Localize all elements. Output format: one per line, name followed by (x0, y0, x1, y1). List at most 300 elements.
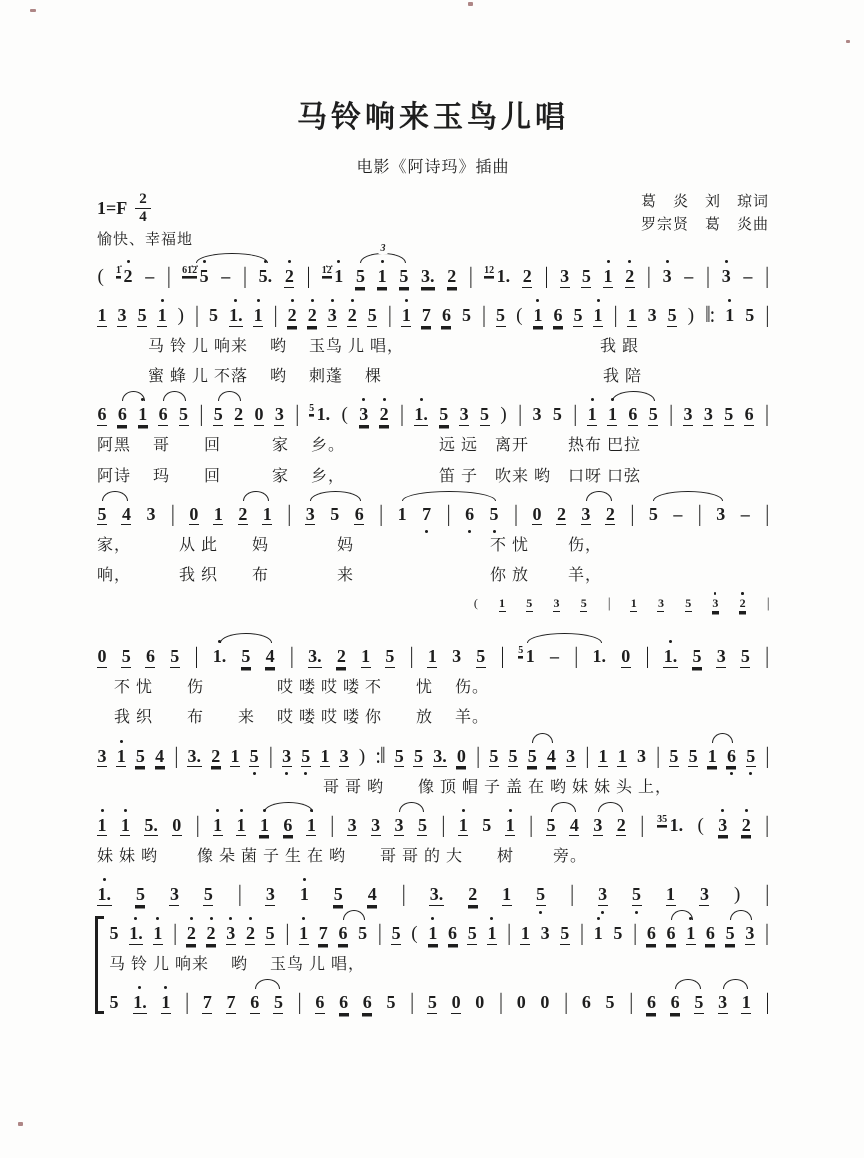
note: 5 (386, 992, 396, 1013)
lyrics-line: 马 铃 儿 响来 哟 玉鸟 儿 唱， 我 跟 (97, 338, 640, 355)
notation-symbol: | (377, 920, 381, 946)
note: 2 (468, 883, 478, 904)
note: 1 (230, 745, 240, 766)
lyrics-line: 马 铃 儿 响来 哟 玉鸟 儿 唱， (109, 955, 366, 973)
note: 0 (254, 404, 264, 425)
note: 5 (482, 814, 492, 835)
note: 3 (716, 646, 726, 667)
note: 7 (421, 305, 431, 325)
note: 5 (273, 992, 283, 1013)
note: 6 (158, 404, 168, 425)
note: 1 (153, 923, 163, 945)
lyrics-line: 阿黑 哥 回 家 乡。 远 远 离开 热布 巴拉 (97, 437, 642, 455)
note: 3 (703, 404, 713, 425)
octave-dot-above (362, 398, 365, 401)
octave-dot-above (462, 809, 465, 812)
scan-artifact (18, 1122, 23, 1126)
octave-dot-above (714, 592, 717, 595)
note: 3 (532, 404, 542, 425)
slur-arc (402, 491, 496, 501)
note: 5 (121, 646, 131, 667)
note: 0 (172, 814, 182, 835)
note: 5 (241, 646, 251, 667)
note: $^{35}$ 1. (657, 813, 684, 835)
note: 5 (632, 884, 642, 906)
note: 5 (391, 922, 401, 943)
duet-bracket (95, 1011, 104, 1014)
note: 3 (647, 305, 657, 325)
lyricist-credit: 葛 炎 刘 琼词 (640, 194, 769, 210)
note: 5 (137, 305, 147, 325)
note: 5 (740, 646, 750, 667)
note: 2 (206, 923, 216, 945)
notation-symbol: | (766, 593, 769, 612)
lyrics-line: 哥 哥 哟 像 顶 帽 子 盖 在 哟 妹 妹 头 上， (97, 778, 673, 796)
note: 0 (516, 992, 526, 1013)
note: 5 (480, 404, 489, 425)
note: 5 (301, 746, 311, 768)
notation-symbol: ) (177, 305, 184, 326)
note: 6 (354, 503, 364, 524)
octave-dot-above (490, 917, 493, 920)
note: 1 (593, 305, 603, 327)
octave-dot-above (405, 299, 408, 302)
notation-symbol: | (499, 989, 503, 1015)
note: 5 (427, 992, 437, 1013)
slur-arc (712, 733, 733, 743)
note: 6 (339, 992, 349, 1013)
note: 1. (663, 646, 678, 668)
notation-symbol: | (765, 920, 769, 946)
note: 2 (336, 646, 346, 667)
notation-symbol: | (297, 989, 301, 1015)
note: 6 (117, 404, 127, 425)
notation-symbol: | (518, 401, 522, 427)
notation-symbol: | (640, 811, 644, 838)
note: 5 (394, 745, 404, 766)
note: 6 (362, 992, 372, 1013)
note: 0 (456, 745, 466, 766)
note: 5 (560, 922, 570, 943)
note: 4 (155, 745, 165, 766)
slur-arc (653, 491, 723, 501)
note: 3 (662, 266, 672, 287)
note: 4 (569, 814, 579, 835)
octave-dot-below (253, 772, 256, 775)
notation-symbol: | (633, 920, 637, 946)
octave-dot-above (210, 917, 213, 920)
note: 1 (502, 883, 512, 904)
note: 3 (712, 597, 719, 612)
notation-symbol: | (585, 742, 589, 769)
octave-dot-above (120, 740, 123, 743)
notation-symbol: | (170, 501, 174, 527)
note: 3 (117, 305, 127, 325)
notation-symbol: | (630, 501, 634, 527)
note: 5 (97, 503, 107, 524)
notation-symbol: ( (411, 922, 418, 944)
scan-artifact (30, 9, 36, 12)
note: 0 (475, 992, 485, 1013)
octave-dot-above (420, 398, 423, 401)
notation-symbol: | (306, 263, 310, 289)
score-line-coda (97, 883, 769, 907)
octave-dot-above (337, 260, 340, 263)
note: 3 (97, 745, 107, 766)
notation-symbol: ( (516, 305, 523, 326)
note: 1 (725, 305, 735, 326)
note: 5 (613, 922, 623, 943)
notation-symbol: | (199, 401, 203, 427)
notation-symbol: | (629, 989, 633, 1015)
notation-symbol: | (765, 401, 769, 427)
score-line-verse-4 (97, 593, 769, 729)
octave-dot-above (431, 917, 434, 920)
slur-arc (102, 491, 128, 501)
note: 5 (685, 596, 692, 611)
scan-artifact (468, 2, 473, 6)
note: 5 (367, 305, 377, 325)
note: 2 (741, 815, 751, 837)
time-signature: 2 4 (135, 191, 151, 226)
notation-symbol: | (441, 811, 445, 838)
octave-dot-above (257, 299, 260, 302)
octave-dot-below (539, 911, 542, 914)
notation-symbol: ) (500, 404, 507, 426)
slur-arc (343, 910, 365, 920)
note: 2 (245, 923, 255, 945)
slur-arc (243, 491, 269, 501)
notation-symbol: | (330, 811, 334, 838)
note: 5 (476, 646, 486, 667)
octave-dot-above (291, 299, 294, 302)
note: 3. (433, 745, 447, 766)
notation-symbol: | (564, 989, 568, 1015)
note: 7 (202, 992, 212, 1013)
notation-symbol: | (242, 263, 246, 289)
note: 5 (536, 884, 546, 906)
octave-dot-above (597, 917, 600, 920)
note: 1 (686, 923, 696, 945)
note: 2 (616, 814, 626, 835)
notation-symbol: | (570, 881, 574, 907)
note: 1 (487, 923, 497, 945)
note: 1 (213, 815, 223, 837)
notation-symbol: | (656, 742, 660, 769)
note: 3 (394, 814, 404, 835)
note: 1 (97, 815, 107, 837)
notation-symbol: | (765, 811, 769, 838)
notation-symbol: ) (733, 883, 741, 905)
octave-dot-above (591, 398, 594, 401)
note: 6 (553, 305, 563, 325)
score (97, 243, 769, 1015)
note: 2 (625, 266, 635, 288)
note: 1. (133, 992, 148, 1014)
octave-dot-above (249, 917, 252, 920)
note: 0 (97, 646, 107, 667)
slur-arc (255, 979, 280, 989)
lyrics-line: 我 织 布 来 哎 喽 哎 喽 你 放 羊。 (97, 709, 490, 727)
note: 3 (560, 266, 570, 286)
note: 6 (465, 504, 475, 525)
notation-symbol: | (289, 643, 293, 669)
note: 1 (627, 305, 637, 325)
octave-dot-above (229, 917, 232, 920)
notation-symbol: | (613, 302, 617, 328)
notation-symbol: | (765, 263, 769, 289)
notation-symbol: | (195, 811, 199, 838)
slur-arc (360, 243, 406, 263)
note: 2 (347, 305, 357, 327)
note: 2 (739, 597, 746, 612)
notation-symbol: | (273, 302, 277, 328)
octave-dot-above (383, 398, 386, 401)
note: 3 (657, 596, 664, 611)
note: 5 (648, 404, 658, 425)
note: 4 (546, 745, 556, 766)
note: 1 (236, 815, 246, 837)
note: 3 (339, 745, 349, 766)
note: 6 (283, 814, 293, 835)
note: 5 (179, 404, 188, 425)
note: 5 (467, 922, 477, 943)
note: 0 (532, 503, 542, 524)
note: 2 (605, 503, 615, 524)
note: 1 (593, 923, 603, 944)
notation-symbol: | (607, 593, 610, 612)
notation-symbol: | (500, 643, 504, 669)
note: 6 (338, 922, 348, 943)
note: 3 (718, 992, 728, 1013)
note: 3 (581, 503, 591, 524)
notation-symbol: ‖: (705, 302, 715, 328)
slur-arc (551, 802, 576, 812)
score-line-verse-2 (97, 403, 769, 487)
slur-arc (122, 391, 145, 401)
note: 5 (573, 305, 583, 325)
song-subtitle: 电影《阿诗玛》插曲 (356, 159, 510, 176)
octave-dot-above (728, 299, 731, 302)
octave-dot-above (134, 917, 137, 920)
note: 1 (397, 503, 407, 524)
note: 1 (666, 883, 676, 904)
notation-symbol: ( (697, 814, 704, 836)
note: 3 (540, 922, 550, 943)
note: 1 (306, 815, 316, 837)
note: 6 (705, 922, 715, 943)
octave-dot-above (103, 878, 106, 881)
tuplet-number: 3 (380, 243, 386, 254)
notation-symbol: | (645, 643, 649, 669)
notation-symbol: | (268, 742, 272, 769)
notation-symbol: – (550, 646, 560, 667)
note: 3 (699, 883, 709, 904)
notation-symbol: | (237, 881, 241, 907)
octave-dot-above (216, 809, 219, 812)
octave-dot-above (725, 260, 728, 263)
lyrics-line: 不 忧 伤 哎 喽 哎 喽 不 忧 伤。 (97, 679, 490, 697)
note: 5 (203, 883, 213, 904)
note: 7 (422, 504, 432, 525)
octave-dot-above (666, 260, 669, 263)
slur-arc (598, 802, 623, 812)
note: 6 (744, 404, 754, 425)
note: $^{61̇2̇}$ 5 (182, 265, 209, 287)
notation-symbol: | (446, 501, 450, 527)
notation-symbol: | (544, 263, 548, 289)
note: 6 (250, 992, 260, 1013)
note: 3 (371, 814, 381, 835)
slur-arc (723, 979, 748, 989)
note: 5 (667, 305, 677, 325)
note: $^{1̇}$ 2 (116, 265, 133, 287)
octave-dot-above (741, 592, 744, 595)
grace-notes: 5 (518, 645, 524, 657)
note: 0 (540, 992, 550, 1013)
note: 1 (120, 815, 130, 837)
lyrics-line: 家， 从 此 妈 妈 不 忧 伤， (97, 536, 603, 554)
note: 1 (361, 646, 371, 667)
note: 1 (299, 923, 309, 945)
note: $^{1̇2̇}$ 1 (322, 265, 344, 287)
note: 3 (683, 404, 693, 425)
note: 6 (145, 646, 155, 667)
note: 1 (401, 305, 411, 327)
note: 4 (121, 503, 131, 524)
slur-arc (527, 633, 602, 643)
notation-symbol: | (765, 501, 769, 527)
note: 1 (499, 596, 506, 611)
note: 1 (603, 266, 613, 288)
notation-symbol: | (646, 263, 650, 289)
notation-symbol: | (399, 401, 403, 427)
note: 1 (299, 884, 309, 905)
grace-notes: 1̇ (116, 265, 122, 276)
note: 3 (718, 815, 728, 837)
note: 1. (129, 923, 144, 945)
note: 3 (593, 814, 603, 835)
note: 3 (265, 883, 275, 904)
note: 5 (399, 266, 409, 286)
note: 1 (97, 305, 107, 325)
note: 3 (274, 404, 284, 425)
note: 2 (234, 404, 244, 425)
note: 5 (417, 814, 427, 835)
tempo-marking: 愉快、幸福地 (97, 232, 194, 248)
note: 1 (427, 646, 437, 667)
note: 3 (169, 883, 179, 904)
note: 1. (212, 646, 227, 667)
slur-arc (196, 253, 268, 263)
octave-dot-above (234, 299, 237, 302)
notation-symbol: | (185, 989, 189, 1015)
note: 1 (157, 305, 167, 327)
note: 3 (553, 596, 560, 611)
lyrics-line: 响， 我 织 布 来 你 放 羊， (97, 566, 603, 584)
note: 5 (489, 745, 499, 766)
notation-symbol: | (410, 989, 414, 1015)
note: 3. (421, 266, 435, 286)
notation-symbol: | (765, 989, 769, 1015)
notation-symbol: | (468, 263, 472, 289)
note: 6 (315, 992, 325, 1013)
scan-artifact (846, 40, 850, 43)
note: $^5$ 1. (309, 403, 331, 425)
note: 5 (688, 745, 698, 766)
note: 1. (97, 884, 112, 906)
notation-symbol: | (514, 501, 518, 527)
note: 1 (259, 815, 269, 837)
note: 5 (330, 503, 340, 524)
composer-credit: 罗宗贤 葛 炎曲 (640, 217, 769, 234)
note: 3 (566, 745, 576, 766)
grace-notes: 1̇2̇ (321, 265, 332, 276)
note: 1. (414, 404, 429, 426)
note: 5 (552, 404, 562, 425)
octave-dot-above (745, 809, 748, 812)
note: 5 (355, 266, 365, 286)
note: 3 (716, 503, 726, 524)
note: 5 (358, 922, 368, 943)
notation-symbol: – (684, 266, 694, 286)
notation-symbol: :‖ (375, 742, 385, 769)
note: 3 (452, 646, 462, 667)
note: 5 (669, 745, 679, 766)
note: 1 (253, 305, 263, 327)
note: 1 (587, 404, 597, 426)
note: 3 (282, 746, 292, 768)
octave-dot-above (628, 260, 631, 263)
slur-arc (218, 391, 241, 401)
note: 3 (347, 814, 357, 835)
octave-dot-above (190, 917, 193, 920)
note: 1 (320, 745, 330, 766)
note: 5 (580, 596, 587, 611)
notation-symbol: ) (687, 305, 695, 326)
note: 0 (621, 646, 631, 667)
notation-symbol: | (765, 643, 769, 669)
note: 5. (144, 814, 158, 835)
notation-symbol: | (529, 811, 533, 838)
note: 2 (379, 404, 389, 426)
note: 6 (670, 992, 680, 1013)
octave-dot-above (164, 986, 167, 989)
slur-arc (586, 491, 612, 501)
score-line-intro (97, 243, 769, 289)
note: 5 (461, 305, 471, 325)
slur-arc (675, 979, 701, 989)
note: 1 (458, 815, 468, 837)
notation-symbol: – (145, 266, 155, 286)
note: 5 (439, 404, 449, 425)
slur-arc (264, 802, 313, 812)
note: 1 (607, 404, 617, 426)
note: 3 (459, 404, 469, 425)
grace-notes: 61̇2̇ (182, 265, 198, 276)
notation-symbol: | (295, 401, 299, 427)
grace-notes: 12 (484, 265, 495, 276)
score-line-duet-voice-2 (109, 991, 769, 1015)
octave-dot-above (156, 917, 159, 920)
slur-arc (671, 910, 693, 920)
notation-symbol: | (166, 263, 170, 289)
credits (641, 191, 769, 238)
score-line-duet-voice-1 (109, 922, 769, 976)
key-signature (97, 191, 193, 226)
note: 1 (533, 305, 543, 327)
note: 2 (287, 305, 297, 327)
